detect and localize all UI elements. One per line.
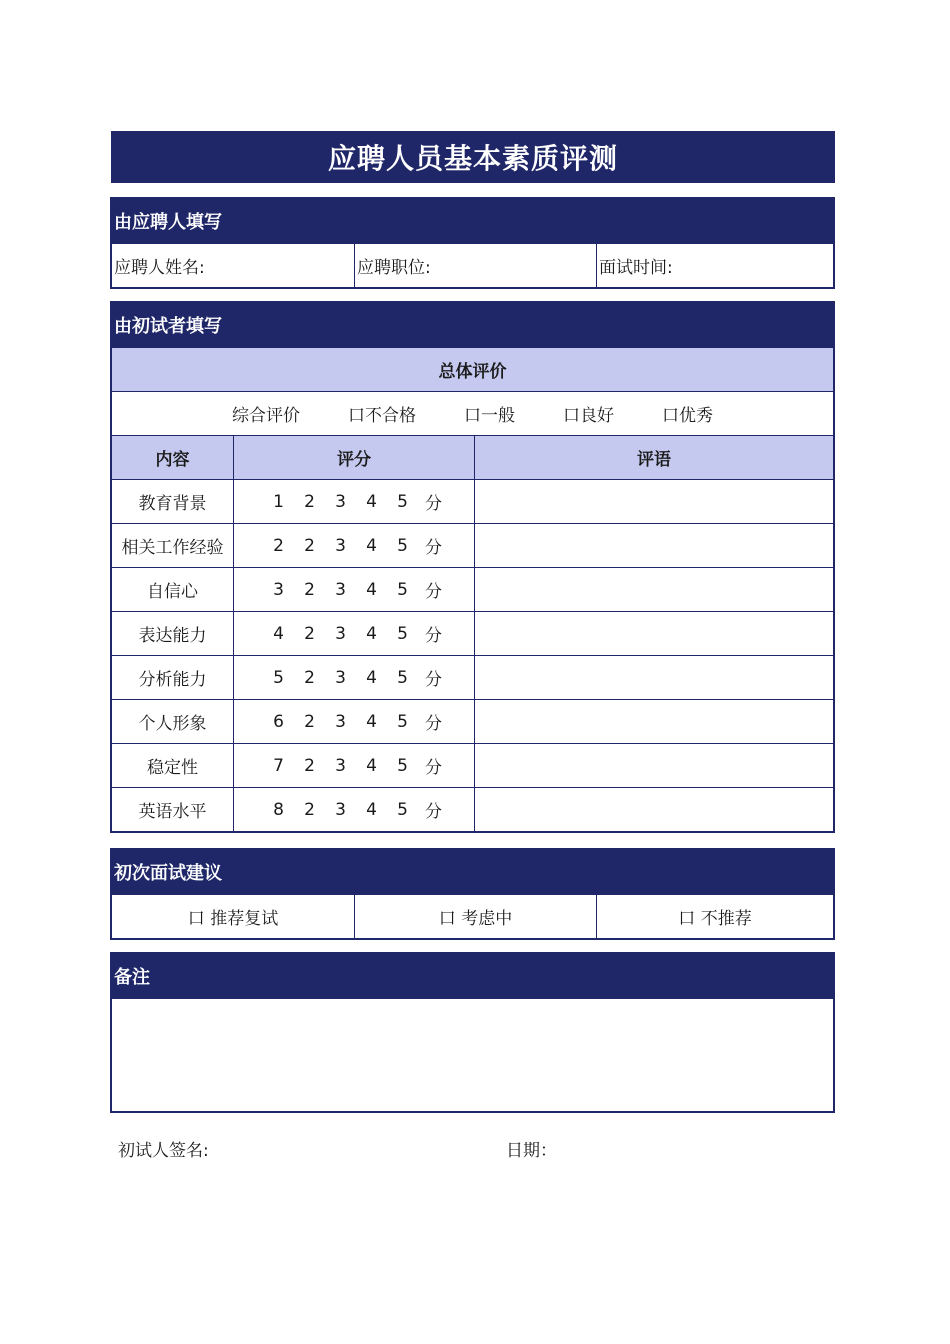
overall-heading: 总体评价 <box>438 362 507 382</box>
form-title: 应聘人员基本素质评测 <box>111 131 835 183</box>
score-unit: 分 <box>425 802 442 822</box>
score-options <box>233 480 474 523</box>
score-option[interactable]: 4 <box>366 667 377 688</box>
score-option[interactable]: 4 <box>366 579 377 600</box>
option-unqualified[interactable]: 口不合格 <box>348 406 416 426</box>
overall-rating-row <box>112 391 833 435</box>
score-option[interactable]: 2 <box>304 755 315 776</box>
criterion-label: 教育背景 <box>138 494 207 514</box>
overall-heading-row <box>112 347 833 391</box>
score-options <box>233 656 474 699</box>
column-score: 评分 <box>233 436 474 479</box>
score-option[interactable]: 5 <box>397 579 408 600</box>
criterion-label: 表达能力 <box>138 626 207 646</box>
score-rows <box>112 479 833 831</box>
score-option[interactable]: 2 <box>273 535 284 556</box>
score-options <box>233 744 474 787</box>
score-option[interactable]: 4 <box>366 535 377 556</box>
criterion-label: 英语水平 <box>138 802 207 822</box>
score-option[interactable]: 5 <box>397 623 408 644</box>
applicant-section-heading: 由应聘人填写 <box>112 199 833 243</box>
suggestion-section-heading: 初次面试建议 <box>112 850 833 894</box>
score-unit: 分 <box>425 538 442 558</box>
score-option[interactable]: 3 <box>335 579 346 600</box>
score-option[interactable]: 3 <box>335 755 346 776</box>
comment-cell[interactable] <box>474 524 833 567</box>
applied-position-field[interactable]: 应聘职位: <box>354 244 596 287</box>
score-option[interactable]: 2 <box>304 623 315 644</box>
overall-label: 综合评价 <box>232 406 300 426</box>
score-option[interactable]: 2 <box>304 667 315 688</box>
score-option[interactable]: 3 <box>335 711 346 732</box>
score-option[interactable]: 3 <box>335 799 346 820</box>
suggest-not-recommended[interactable]: 口 不推荐 <box>596 895 833 938</box>
score-option[interactable]: 5 <box>397 535 408 556</box>
score-unit: 分 <box>425 758 442 778</box>
score-option[interactable]: 2 <box>304 579 315 600</box>
option-average[interactable]: 口一般 <box>464 406 515 426</box>
score-option[interactable]: 3 <box>335 535 346 556</box>
score-option[interactable]: 4 <box>366 799 377 820</box>
score-option[interactable]: 1 <box>273 491 284 512</box>
option-excellent[interactable]: 口优秀 <box>662 406 713 426</box>
score-option[interactable]: 2 <box>304 491 315 512</box>
score-option[interactable]: 4 <box>366 623 377 644</box>
score-options <box>233 524 474 567</box>
score-option[interactable]: 5 <box>397 667 408 688</box>
score-option[interactable]: 3 <box>335 491 346 512</box>
date-label[interactable]: 日期： <box>506 1141 557 1161</box>
score-option[interactable]: 3 <box>335 623 346 644</box>
score-option[interactable]: 2 <box>304 711 315 732</box>
score-row <box>112 611 833 655</box>
score-unit: 分 <box>425 626 442 646</box>
remarks-input-area[interactable] <box>112 998 833 1111</box>
score-row <box>112 699 833 743</box>
interviewer-section-heading: 由初试者填写 <box>112 303 833 347</box>
score-option[interactable]: 5 <box>397 755 408 776</box>
suggest-under-consideration[interactable]: 口 考虑中 <box>354 895 596 938</box>
column-content: 内容 <box>155 450 190 470</box>
suggestion-options-row <box>112 894 833 938</box>
score-options <box>233 700 474 743</box>
criterion-label: 个人形象 <box>138 714 207 734</box>
applicant-name-field[interactable]: 应聘人姓名: <box>114 258 205 278</box>
suggestion-section <box>110 848 835 940</box>
score-option[interactable]: 6 <box>273 711 284 732</box>
column-comment: 评语 <box>474 436 833 479</box>
remarks-section <box>110 952 835 1113</box>
score-option[interactable]: 2 <box>304 799 315 820</box>
score-options <box>233 568 474 611</box>
signature-label[interactable]: 初试人签名: <box>118 1141 209 1161</box>
score-option[interactable]: 4 <box>366 491 377 512</box>
score-option[interactable]: 5 <box>273 667 284 688</box>
score-options <box>233 788 474 831</box>
score-unit: 分 <box>425 670 442 690</box>
comment-cell[interactable] <box>474 480 833 523</box>
comment-cell[interactable] <box>474 612 833 655</box>
suggest-recommend-retest[interactable]: 口 推荐复试 <box>187 909 279 929</box>
score-options <box>233 612 474 655</box>
criterion-label: 相关工作经验 <box>121 538 224 558</box>
interview-time-field[interactable]: 面试时间: <box>596 244 833 287</box>
score-option[interactable]: 4 <box>273 623 284 644</box>
criterion-label: 分析能力 <box>138 670 207 690</box>
comment-cell[interactable] <box>474 568 833 611</box>
score-option[interactable]: 5 <box>397 799 408 820</box>
comment-cell[interactable] <box>474 744 833 787</box>
comment-cell[interactable] <box>474 700 833 743</box>
applicant-fields-row <box>112 243 833 287</box>
interviewer-section <box>110 301 835 833</box>
score-row <box>112 655 833 699</box>
score-unit: 分 <box>425 494 442 514</box>
remarks-section-heading: 备注 <box>112 954 833 998</box>
criterion-label: 稳定性 <box>147 758 198 778</box>
table-header-row <box>112 435 833 479</box>
score-row <box>112 523 833 567</box>
score-option[interactable]: 5 <box>397 711 408 732</box>
score-option[interactable]: 4 <box>366 755 377 776</box>
score-row <box>112 787 833 831</box>
criterion-label: 自信心 <box>147 582 198 602</box>
score-unit: 分 <box>425 582 442 602</box>
score-option[interactable]: 8 <box>273 799 284 820</box>
score-option[interactable]: 4 <box>366 711 377 732</box>
score-option[interactable]: 3 <box>273 579 284 600</box>
score-option[interactable]: 7 <box>273 755 284 776</box>
score-row <box>112 567 833 611</box>
comment-cell[interactable] <box>474 788 833 831</box>
score-option[interactable]: 5 <box>397 491 408 512</box>
score-row <box>112 479 833 523</box>
score-option[interactable]: 3 <box>335 667 346 688</box>
score-option[interactable]: 2 <box>304 535 315 556</box>
overall-rating-cell <box>112 392 833 435</box>
score-row <box>112 743 833 787</box>
option-good[interactable]: 口良好 <box>563 406 614 426</box>
score-unit: 分 <box>425 714 442 734</box>
comment-cell[interactable] <box>474 656 833 699</box>
applicant-section <box>110 197 835 289</box>
